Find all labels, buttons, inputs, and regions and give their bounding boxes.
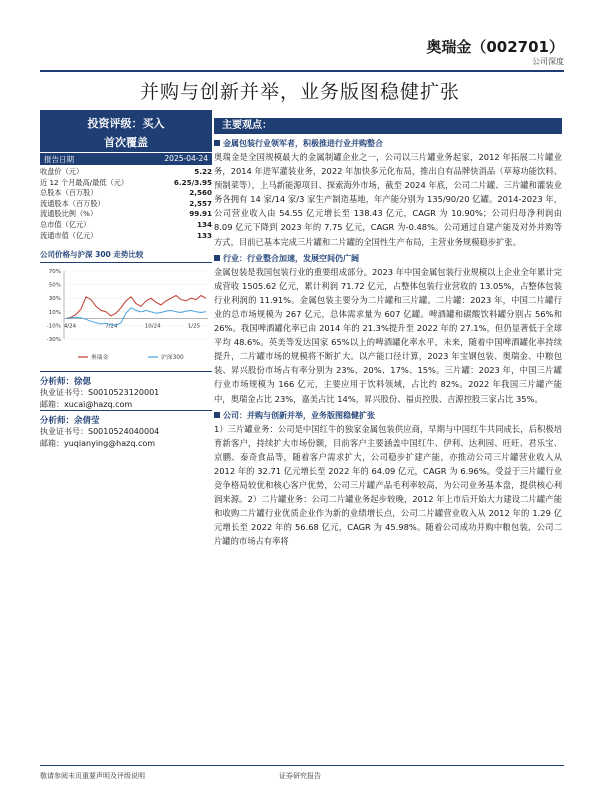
- analyst-email-label: 邮箱：: [40, 438, 64, 448]
- report-title: 并购与创新并举，业务版图稳健扩张: [139, 81, 460, 103]
- legend-label: 沪深300: [161, 355, 184, 362]
- report-date-label: 报告日期: [44, 155, 74, 164]
- analyst-email-label: 邮箱：: [40, 399, 64, 409]
- stock-info-table: [40, 167, 212, 241]
- report-date-value: 2025-04-24: [164, 154, 208, 163]
- x-tick-label: 7/24: [105, 323, 118, 330]
- stock-info-value: 133: [196, 230, 212, 240]
- stock-info-value: 134: [196, 219, 212, 229]
- stock-info-row: [40, 188, 212, 199]
- rating-label: 投资评级：买入: [87, 117, 165, 130]
- section-heading: [214, 253, 562, 265]
- analyst-cert-label: 执业证书号：: [40, 388, 88, 398]
- section-heading: [214, 138, 562, 150]
- price-comparison-chart: [40, 265, 212, 367]
- section-heading: [214, 410, 562, 422]
- footer-report-label: 证券研究报告: [279, 772, 321, 780]
- main-views-bar: 主要观点：: [214, 118, 562, 134]
- x-tick-label: 1/25: [187, 323, 201, 330]
- section-heading-text: 金属包装行业领军者，积极推进行业并购整合: [223, 139, 383, 148]
- analyst-email: [40, 399, 212, 411]
- y-tick-label: 10%: [48, 309, 61, 316]
- stock-info-value: 2,557: [189, 198, 212, 208]
- stock-info-row: [40, 220, 212, 231]
- footer-divider: [40, 765, 564, 766]
- rating-coverage: 首次覆盖: [104, 136, 148, 149]
- analyst-cert-number: S0010524040004: [88, 427, 160, 437]
- bullet-square-icon: [214, 140, 220, 146]
- bullet-square-icon: [214, 255, 220, 261]
- series-line-index: [66, 308, 206, 326]
- analyst-name: 分析师：余倩莹: [40, 410, 212, 426]
- disclaimer-note: 敬请参阅末页重要声明及评级说明: [40, 772, 145, 780]
- stock-info-row: [40, 231, 212, 242]
- stock-info-row: [40, 209, 212, 220]
- y-tick-label: -10%: [46, 323, 61, 330]
- report-date-row: [40, 152, 212, 165]
- stock-info-row: [40, 178, 212, 189]
- stock-info-key: 近 12 个月最高/最低（元）: [40, 177, 129, 187]
- stock-info-value: 5.22: [194, 167, 212, 176]
- stock-info-row: [40, 167, 212, 178]
- stock-info-value: 2,560: [189, 188, 212, 198]
- stock-info-key: 收盘价（元）: [40, 167, 84, 176]
- y-tick-label: 30%: [48, 296, 61, 303]
- stock-info-row: [40, 199, 212, 210]
- stock-info-key: 流通市值（亿元）: [40, 230, 98, 240]
- x-tick-label: 10/24: [144, 323, 161, 330]
- y-tick-label: 70%: [48, 269, 61, 276]
- y-tick-label: 50%: [48, 282, 61, 289]
- section-paragraph: 1）三片罐业务：公司是中国红牛的独家金属包装供应商，早期与中国红牛共同成长，后积极培育新客户，持续扩大市场份额，目前客户主要涵盖中国红牛、伊利、达利园、旺旺、君乐宝、京鹏、泰奇食品等，随着客户需求扩大，公司稳步扩建产能，亦推动公司三片罐营业收入从 2012 年的 32.71 亿元增长至 2022 年的 64.09 亿元，CAGR 为 6.96%。受益于三片罐行业竞争格局较优和核心客户优势，公司三片罐产品毛利率较高，为公司业务基本盘，提供核心利润来源。2）二片罐业务：公司二片罐业务起步较晚，2012 年上市后开始大力建设二片罐产能和收购二片罐行业优质企业作为新的业绩增长点，公司二片罐营业收入从 2012 年的 1.29 亿元增长至 2022 年的 56.68 亿元，CAGR 为 45.98%。随着公司成功并购中粮包装，公司二片罐的市场占有率将: [214, 423, 562, 547]
- analyst-cert-number: S0010523120001: [88, 388, 160, 398]
- stock-info-value: 6.25/3.95: [173, 177, 212, 187]
- company-name: 奥瑞金（002701）: [426, 38, 564, 56]
- bullet-square-icon: [214, 412, 220, 418]
- header-divider: [40, 70, 564, 72]
- legend-label: 奥瑞金: [91, 355, 109, 362]
- chart-section-label: 公司价格与沪深 300 走势比较: [40, 249, 212, 263]
- stock-info-key: 流通股本（百万股）: [40, 198, 105, 208]
- x-tick-label: 4/24: [63, 323, 77, 330]
- stock-info-key: 流通股比例（%）: [40, 209, 98, 219]
- left-column: [40, 110, 212, 449]
- analyst-cert-label: 执业证书号：: [40, 427, 88, 437]
- stock-info-key: 总市值（亿元）: [40, 219, 91, 229]
- report-type: 公司深度: [532, 57, 564, 66]
- sections-container: [214, 138, 562, 548]
- chart-svg: [40, 265, 212, 367]
- series-line-company: [66, 296, 206, 319]
- section-paragraph: 奥瑞金是全国规模最大的金属制罐企业之一，公司以三片罐业务起家，2012 年拓展二片罐业务，2014 年进军灌装业务，2022 年加快多元化布局，推出自有品牌快消品（草莓功能饮料、预制菜等），上马新能源项目、探索海外市场，截至 2024 年底，公司二片罐、三片罐和灌装业务各拥有 14 家/14 家/3 家生产制造基地，年产能分别为 135/90/20 亿罐。2014-2023 年，公司营业收入由 54.55 亿元增长至 138.43 亿元，CAGR 为 10.90%；公司归母净利润由 8.09 亿元下降到 2023 年的 7.75 亿元，CAGR 为-0.48%。公司通过自建产能及对外并购等方式，目前已基本完成三片罐和二片罐的全国性生产布局，主营业务规模稳步扩张。: [214, 152, 562, 247]
- analyst-name: 分析师：徐偲: [40, 371, 212, 387]
- stock-info-key: 总股本（百万股）: [40, 188, 98, 198]
- right-column: [214, 118, 562, 548]
- analyst-email-address[interactable]: yuqianying@hazq.com: [64, 438, 156, 448]
- analyst-cert: [40, 426, 212, 438]
- section-paragraph: 金属包装是我国包装行业的重要组成部分。2023 年中国金属包装行业规模以上企业全年累计完成营收 1505.62 亿元，累计利润 71.72 亿元，占整体包装行业营收的 13.05%，占整体包装行业利润的 11.91%。金属包装主要分为二片罐和三片罐。二片罐：2023 年，中国二片罐行业的总市场规模为 267 亿元，总体需求量为 607 亿罐。啤酒罐和碳酸饮料罐分别占 56%和 26%。我国啤酒罐化率已由 2014 年的 21.3%提升至 2022 年的 27.1%，但仍显著低于全球平均 48.6%。英美等发达国家 65%以上的啤酒罐化率水平，未来，随着中国啤酒罐化率持续提升，二片罐市场的规模将不断扩大。以产能口径计算，2023 年宝钢包装、奥瑞金、中粮包装、昇兴股份市场占有率分别为 23%、20%、17%、15%。三片罐：2023 年，中国三片罐行业市场规模为 166 亿元，主要应用于饮料领域，占比约 82%。2022 年我国三片罐产能中，奥瑞金占比 23%，嘉美占比 14%，昇兴股份、福贞控股、吉源控股三家占比 35%。: [214, 266, 562, 404]
- analyst-email-address[interactable]: xucai@hazq.com: [64, 399, 133, 409]
- stock-info-value: 99.91: [189, 209, 212, 219]
- section-heading-text: 行业：行业整合加速，发展空间仍广阔: [223, 253, 359, 263]
- analyst-cert: [40, 387, 212, 399]
- section-heading-text: 公司：并购与创新并举，业务版图稳健扩张: [223, 410, 375, 420]
- report-header: [0, 0, 600, 78]
- rating-box: [40, 110, 212, 152]
- y-tick-label: -30%: [46, 337, 61, 344]
- analyst-block: [40, 371, 212, 449]
- analyst-email: [40, 438, 212, 450]
